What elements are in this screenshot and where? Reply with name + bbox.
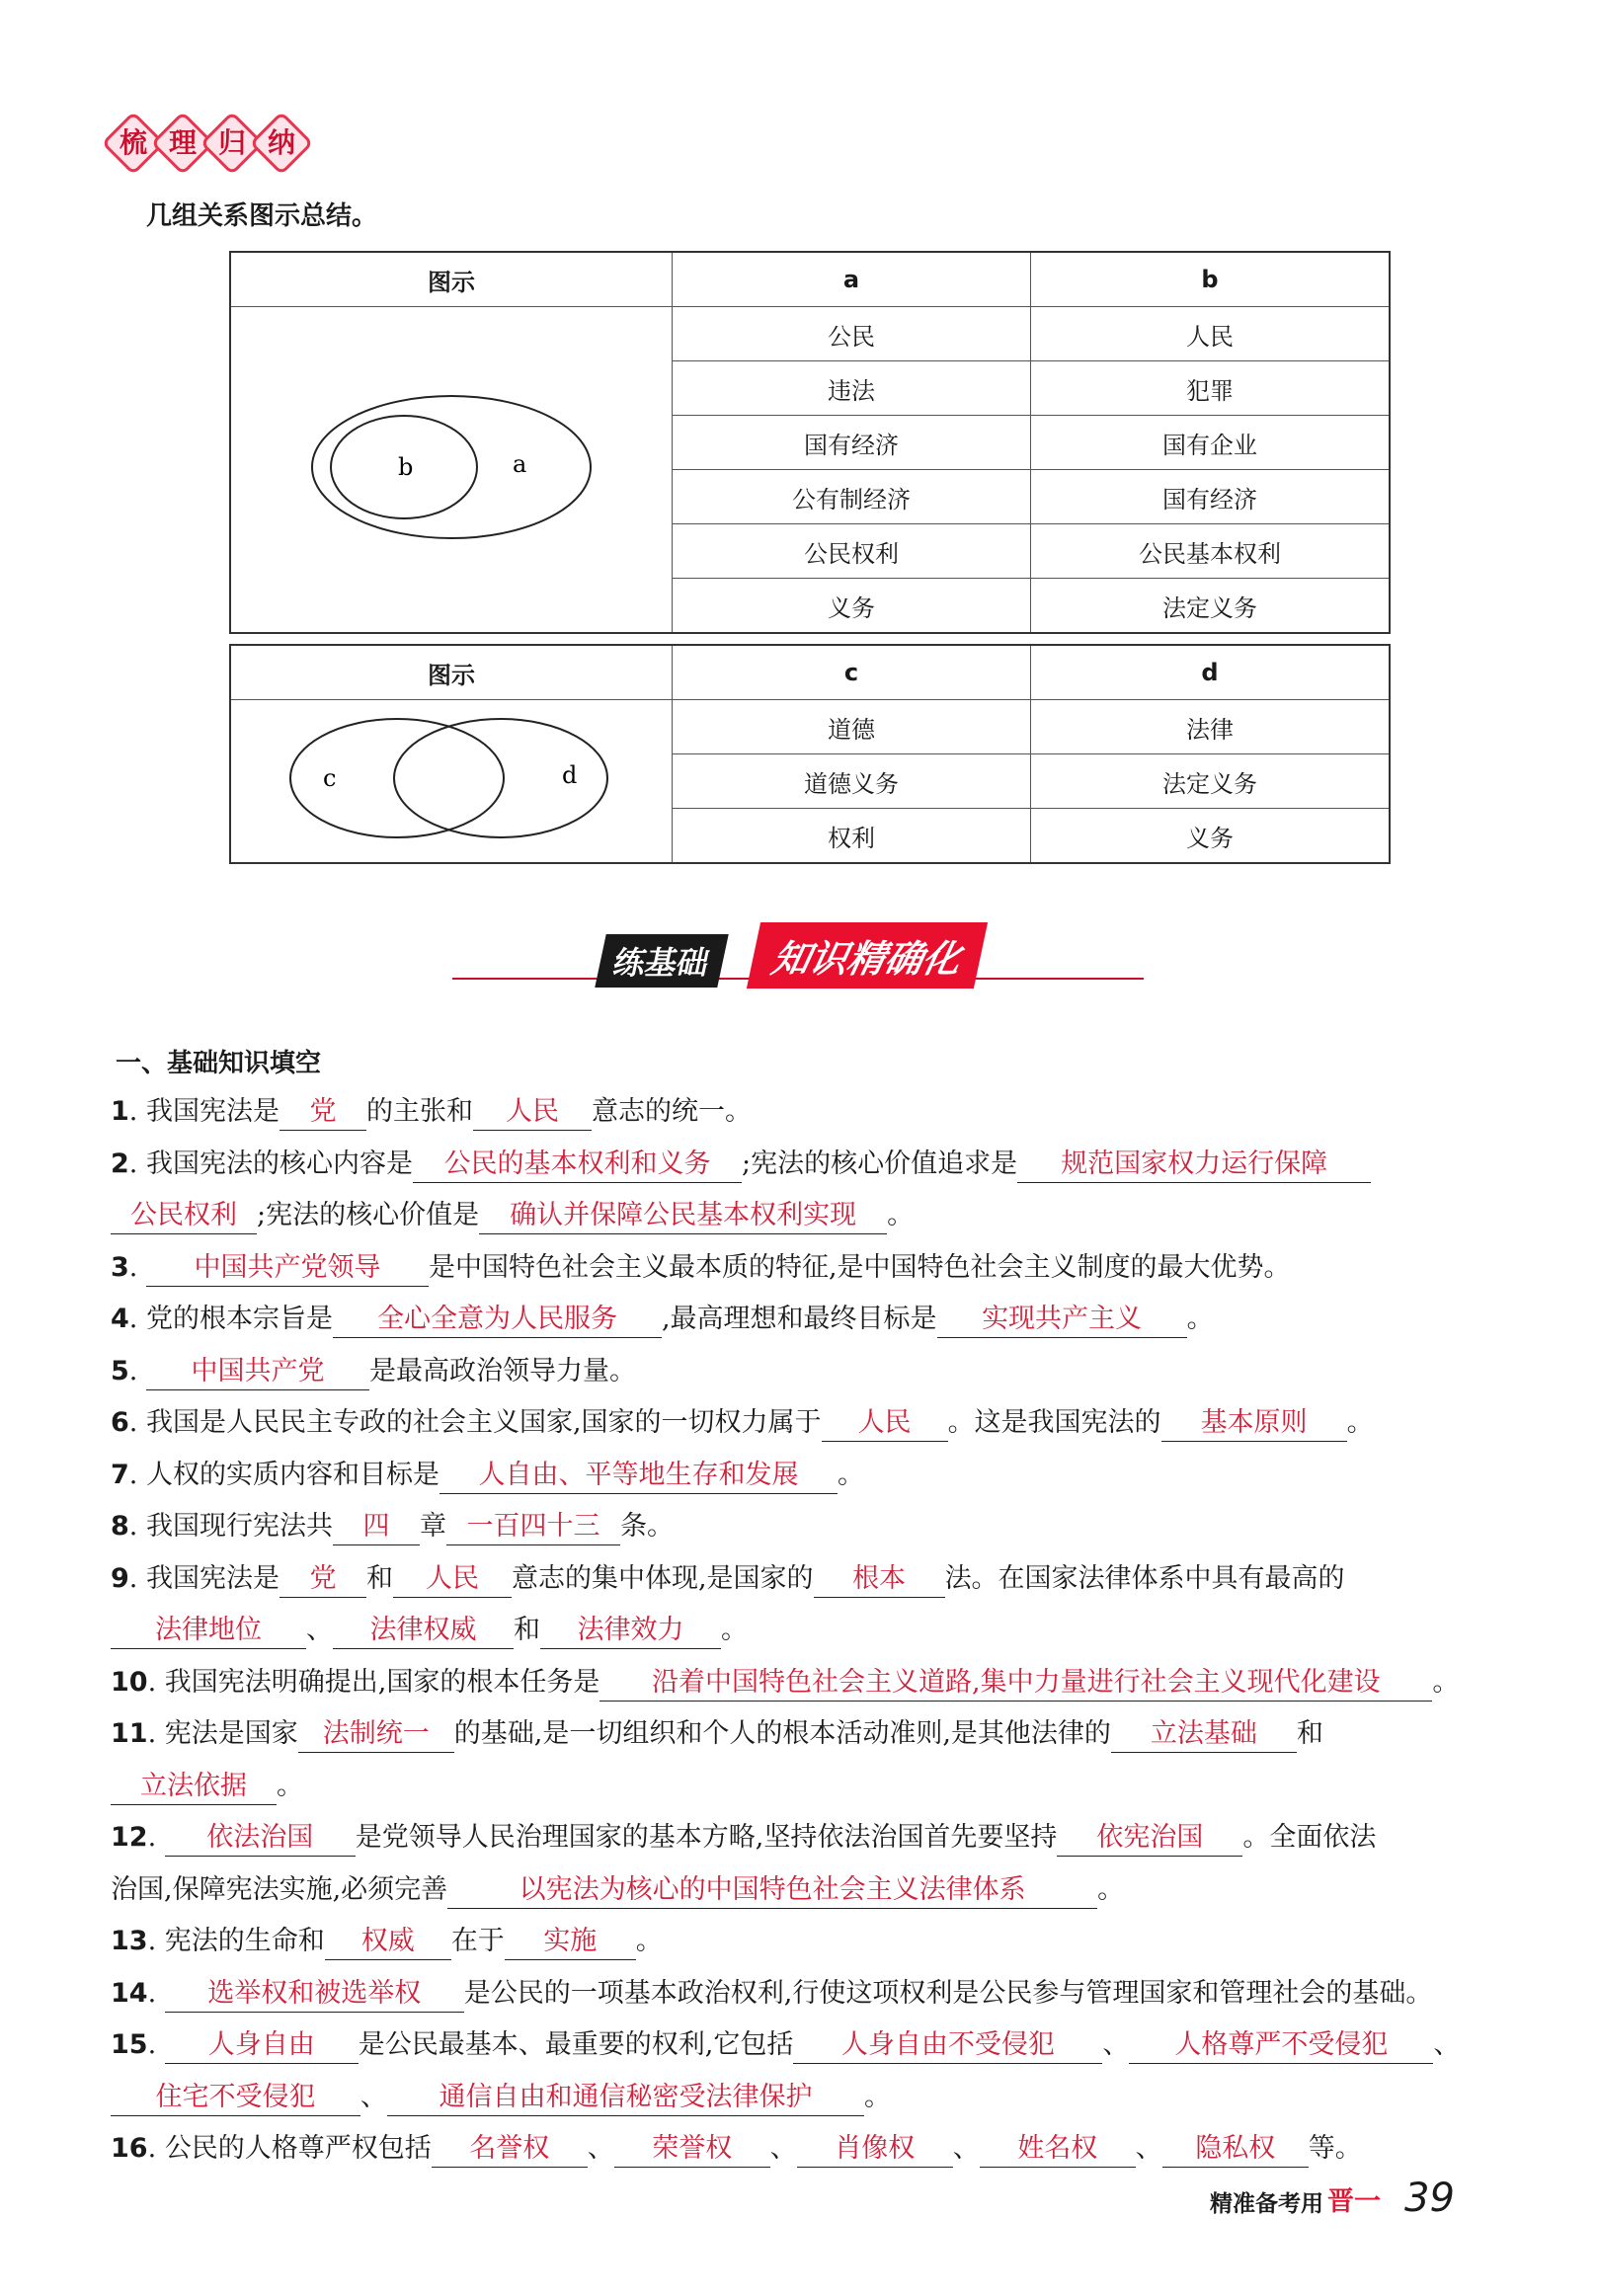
overlapping-ellipse-diagram xyxy=(283,704,619,852)
banner-left-label: 练基础 xyxy=(595,934,728,988)
question-text: 的基础,是一切组织和个人的根本活动准则,是其他法律的 xyxy=(453,1718,1111,1749)
question-number: 1 xyxy=(111,1096,129,1127)
question-text: 、 xyxy=(1135,2133,1162,2164)
question-text: 是最高政治领导力量。 xyxy=(368,1355,636,1386)
question-number: 15 xyxy=(111,2029,148,2060)
answer-blank: 公民的基本权利和义务 xyxy=(413,1147,742,1183)
answer-blank: 依法治国 xyxy=(165,1820,356,1857)
question-number: 16 xyxy=(111,2133,148,2164)
answer-blank: 肖像权 xyxy=(797,2131,953,2168)
question-text: 我国宪法明确提出,国家的根本任务是 xyxy=(164,1666,600,1698)
answer-blank: 姓名权 xyxy=(980,2131,1136,2168)
question-item: 8. 我国现行宪法共 四 章 一百四十三 条。 xyxy=(111,1501,1493,1553)
header-diagram: 图示 xyxy=(230,645,673,700)
cell-a: 公民 xyxy=(673,307,1031,361)
answer-blank: 荣誉权 xyxy=(614,2131,770,2168)
cell-a: 义务 xyxy=(673,579,1031,634)
question-text: ,最高理想和最终目标是 xyxy=(661,1304,937,1334)
banner-right-label: 知识精确化 xyxy=(747,922,988,989)
question-item: 6. 我国是人民民主专政的社会主义国家,国家的一切权力属于 人民 。这是我国宪法的 基本原则 。 xyxy=(111,1397,1493,1450)
answer-blank: 基本原则 xyxy=(1161,1405,1347,1442)
question-text: 条。 xyxy=(619,1511,674,1542)
question-text: 人权的实质内容和目标是 xyxy=(145,1459,439,1490)
question-text: 是党领导人民治理国家的基本方略,坚持依法治国首先要坚持 xyxy=(355,1822,1058,1853)
answer-blank: 依宪治国 xyxy=(1057,1820,1242,1857)
question-text: 意志的集中体现,是国家的 xyxy=(511,1562,814,1594)
question-number: 4 xyxy=(111,1304,129,1334)
answer-blank: 实施 xyxy=(505,1924,636,1960)
answer-blank: 中国共产党 xyxy=(146,1354,369,1390)
question-text: 我国宪法是 xyxy=(145,1562,279,1594)
cell-a: 公有制经济 xyxy=(673,470,1031,524)
answer-blank: 党 xyxy=(279,1561,366,1598)
answer-blank: 通信自由和通信秘密受法律保护 xyxy=(387,2080,864,2116)
question-text: 我国宪法的核心内容是 xyxy=(145,1148,413,1179)
label-c: c xyxy=(323,764,337,792)
answer-blank: 以宪法为核心的中国特色社会主义法律体系 xyxy=(447,1872,1097,1909)
question-text: 我国宪法是 xyxy=(145,1096,279,1127)
header-a: a xyxy=(673,252,1031,307)
cell-d: 法律 xyxy=(1031,700,1391,754)
relationship-table-2 xyxy=(229,644,1391,864)
question-text: 是公民的一项基本政治权利,行使这项权利是公民参与管理国家和管理社会的基础。 xyxy=(463,1977,1433,2009)
question-text: 法。在国家法律体系中具有最高的 xyxy=(944,1562,1345,1594)
answer-blank: 法律权威 xyxy=(333,1613,514,1649)
overlap-diagram xyxy=(230,700,673,864)
question-text: ;宪法的核心价值是 xyxy=(257,1200,480,1230)
question-number: 3 xyxy=(111,1251,129,1283)
question-text: 是公民最基本、最重要的权利,它包括 xyxy=(358,2029,794,2060)
answer-blank: 权威 xyxy=(325,1924,451,1960)
question-text: 、 xyxy=(360,2081,387,2112)
question-text: 宪法是国家 xyxy=(164,1718,298,1749)
question-item: 4. 党的根本宗旨是 全心全意为人民服务 ,最高理想和最终目标是 实现共产主义 。 xyxy=(111,1294,1493,1346)
table-header-row xyxy=(230,645,1390,700)
question-text: 等。 xyxy=(1308,2133,1362,2164)
answer-blank: 法律效力 xyxy=(540,1613,721,1649)
header-diagram: 图示 xyxy=(230,252,673,307)
question-text: 。 xyxy=(837,1459,864,1490)
relationship-table-1 xyxy=(229,251,1391,634)
cell-b: 公民基本权利 xyxy=(1031,524,1391,579)
cell-b: 法定义务 xyxy=(1031,579,1391,634)
question-text: 在于 xyxy=(450,1926,505,1956)
answer-blank: 立法依据 xyxy=(111,1769,277,1805)
question-text: 和 xyxy=(1296,1718,1323,1749)
page-number: 39 xyxy=(1404,2176,1455,2221)
cell-a: 公民权利 xyxy=(673,524,1031,579)
question-number: 12 xyxy=(111,1822,148,1853)
question-number: 11 xyxy=(111,1718,148,1749)
answer-blank: 名誉权 xyxy=(432,2131,588,2168)
question-list xyxy=(111,1086,1493,2176)
question-text: 章 xyxy=(419,1511,446,1542)
question-text: 。 xyxy=(635,1926,663,1956)
answer-blank: 法制统一 xyxy=(298,1716,454,1753)
question-text: 意志的统一。 xyxy=(591,1096,752,1127)
question-text: 治国,保障宪法实施,必须完善 xyxy=(111,1873,448,1905)
answer-blank: 立法基础 xyxy=(1111,1716,1297,1753)
header-c: c xyxy=(673,645,1031,700)
question-number: 10 xyxy=(111,1666,148,1698)
question-item: 7. 人权的实质内容和目标是 人自由、平等地生存和发展 。 xyxy=(111,1450,1493,1502)
answer-blank: 党 xyxy=(279,1094,366,1131)
answer-blank: 中国共产党领导 xyxy=(146,1250,429,1287)
question-text: 是中国特色社会主义最本质的特征,是中国特色社会主义制度的最大优势。 xyxy=(428,1251,1291,1283)
question-text: 我国现行宪法共 xyxy=(145,1511,333,1542)
badge-char: 纳 xyxy=(249,111,313,175)
question-text: 。 xyxy=(864,2081,891,2112)
question-item: 13. 宪法的生命和 权威 在于 实施 。 xyxy=(111,1916,1493,1968)
question-text: 我国是人民民主专政的社会主义国家,国家的一切权力属于 xyxy=(145,1407,822,1438)
answer-blank: 四 xyxy=(333,1509,420,1545)
question-number: 13 xyxy=(111,1926,148,1956)
question-text: 宪法的生命和 xyxy=(164,1926,325,1956)
footer-brand: 精准备考用 xyxy=(1210,2191,1323,2217)
answer-blank: 确认并保障公民基本权利实现 xyxy=(479,1198,887,1234)
table-header-row xyxy=(230,252,1390,307)
subtitle: 几组关系图示总结。 xyxy=(146,201,378,231)
question-number: 8 xyxy=(111,1511,129,1542)
answer-blank: 规范国家权力运行保障 xyxy=(1017,1147,1371,1183)
question-text: 、 xyxy=(952,2133,980,2164)
answer-blank: 住宅不受侵犯 xyxy=(111,2080,360,2116)
answer-blank: 人民 xyxy=(393,1561,512,1598)
section-title: 一、基础知识填空 xyxy=(116,1049,322,1078)
cell-d: 法定义务 xyxy=(1031,754,1391,809)
question-number: 14 xyxy=(111,1977,148,2009)
question-text: 。 xyxy=(1097,1873,1125,1905)
header-d: d xyxy=(1031,645,1391,700)
cell-a: 国有经济 xyxy=(673,416,1031,470)
question-item: 9. 我国宪法是 党 和 人民 意志的集中体现,是国家的 根本 法。在国家法律体系中具有最高的 法律地位 、 法律权威 和 法律效力 。 xyxy=(111,1553,1493,1657)
question-number: 7 xyxy=(111,1459,129,1490)
question-item: 10. 我国宪法明确提出,国家的根本任务是 沿着中国特色社会主义道路,集中力量进行社会主义现代化建设 。 xyxy=(111,1657,1493,1709)
question-number: 9 xyxy=(111,1562,129,1594)
cell-c: 道德义务 xyxy=(673,754,1031,809)
answer-blank: 一百四十三 xyxy=(446,1509,620,1545)
question-item: 5. 中国共产党 是最高政治领导力量。 xyxy=(111,1346,1493,1398)
question-text: 党的根本宗旨是 xyxy=(145,1304,333,1334)
question-text: 、 xyxy=(1433,2029,1461,2060)
header-b: b xyxy=(1031,252,1391,307)
cell-b: 国有企业 xyxy=(1031,416,1391,470)
table-row xyxy=(230,307,1390,361)
answer-blank: 人身自由不受侵犯 xyxy=(793,2027,1102,2064)
question-text: 、 xyxy=(587,2133,614,2164)
question-item: 3. 中国共产党领导 是中国特色社会主义最本质的特征,是中国特色社会主义制度的最大优势。 xyxy=(111,1242,1493,1295)
cell-b: 国有经济 xyxy=(1031,470,1391,524)
question-number: 2 xyxy=(111,1148,129,1179)
question-text: 。 xyxy=(1186,1304,1214,1334)
table-row xyxy=(230,700,1390,754)
badge-char: 归 xyxy=(200,111,264,175)
label-a: a xyxy=(513,449,527,478)
question-item: 11. 宪法是国家 法制统一 的基础,是一切组织和个人的根本活动准则,是其他法律的 立法基础 和 立法依据 。 xyxy=(111,1708,1493,1812)
question-item: 14. 选举权和被选举权 是公民的一项基本政治权利,行使这项权利是公民参与管理国家和管理社会的基础。 xyxy=(111,1968,1493,2020)
question-text: 、 xyxy=(1102,2029,1130,2060)
cell-b: 犯罪 xyxy=(1031,361,1391,416)
cell-c: 权利 xyxy=(673,809,1031,864)
answer-blank: 人民 xyxy=(822,1405,948,1442)
question-text: 。 xyxy=(1432,1666,1460,1698)
question-text: 。 xyxy=(721,1615,748,1645)
outer-ellipse xyxy=(312,396,591,538)
answer-blank: 人自由、平等地生存和发展 xyxy=(439,1458,838,1494)
answer-blank: 沿着中国特色社会主义道路,集中力量进行社会主义现代化建设 xyxy=(599,1665,1432,1702)
containment-diagram xyxy=(230,307,673,634)
nested-ellipse-diagram xyxy=(303,383,599,551)
answer-blank: 法律地位 xyxy=(111,1613,306,1649)
question-item: 16. 公民的人格尊严权包括 名誉权 、 荣誉权 、 肖像权 、 姓名权 、 隐私权 等。 xyxy=(111,2123,1493,2176)
answer-blank: 人民 xyxy=(473,1094,592,1131)
question-text: 。 xyxy=(887,1200,915,1230)
page-footer xyxy=(1210,2176,1455,2221)
question-text: 。这是我国宪法的 xyxy=(947,1407,1161,1438)
question-item: 15. 人身自由 是公民最基本、最重要的权利,它包括 人身自由不受侵犯 、 人格尊严不受侵犯 、 住宅不受侵犯 、 通信自由和通信秘密受法律保护 。 xyxy=(111,2019,1493,2123)
answer-blank: 选举权和被选举权 xyxy=(165,1976,464,2013)
question-text: 和 xyxy=(514,1615,540,1645)
question-item: 2. 我国宪法的核心内容是 公民的基本权利和义务 ;宪法的核心价值追求是 规范国家权力运行保障 公民权利 ;宪法的核心价值是 确认并保障公民基本权利实现 。 xyxy=(111,1139,1493,1242)
question-text: 。 xyxy=(1346,1407,1374,1438)
cell-d: 义务 xyxy=(1031,809,1391,864)
answer-blank: 人格尊严不受侵犯 xyxy=(1129,2027,1433,2064)
label-b: b xyxy=(398,452,414,481)
answer-blank: 公民权利 xyxy=(111,1198,257,1234)
cell-b: 人民 xyxy=(1031,307,1391,361)
question-text: 、 xyxy=(769,2133,797,2164)
question-text: 的主张和 xyxy=(365,1096,473,1127)
answer-blank: 根本 xyxy=(814,1561,945,1598)
answer-blank: 隐私权 xyxy=(1162,2131,1309,2168)
answer-blank: 人身自由 xyxy=(165,2027,359,2064)
answer-blank: 实现共产主义 xyxy=(937,1302,1187,1338)
section-badge xyxy=(111,120,308,166)
badge-char: 理 xyxy=(150,111,214,175)
question-item: 12. 依法治国 是党领导人民治理国家的基本方略,坚持依法治国首先要坚持 依宪治国 。全面依法 治国,保障宪法实施,必须完善 以宪法为核心的中国特色社会主义法律体系 。 xyxy=(111,1812,1493,1916)
cell-a: 违法 xyxy=(673,361,1031,416)
question-text: 。 xyxy=(277,1770,303,1801)
question-item: 1. 我国宪法是 党 的主张和 人民 意志的统一。 xyxy=(111,1086,1493,1139)
footer-brand-logo: 晋一 xyxy=(1327,2186,1381,2217)
practice-banner xyxy=(452,922,1144,982)
cell-c: 道德 xyxy=(673,700,1031,754)
badge-char: 梳 xyxy=(101,111,165,175)
question-number: 5 xyxy=(111,1355,129,1386)
answer-blank: 全心全意为人民服务 xyxy=(333,1302,662,1338)
question-text: 和 xyxy=(365,1562,393,1594)
question-text: 。全面依法 xyxy=(1242,1822,1377,1853)
question-number: 6 xyxy=(111,1407,129,1438)
question-text: 、 xyxy=(306,1615,333,1645)
label-d: d xyxy=(562,761,578,789)
question-text: 公民的人格尊严权包括 xyxy=(164,2133,432,2164)
question-text: ;宪法的核心价值追求是 xyxy=(741,1148,1018,1179)
